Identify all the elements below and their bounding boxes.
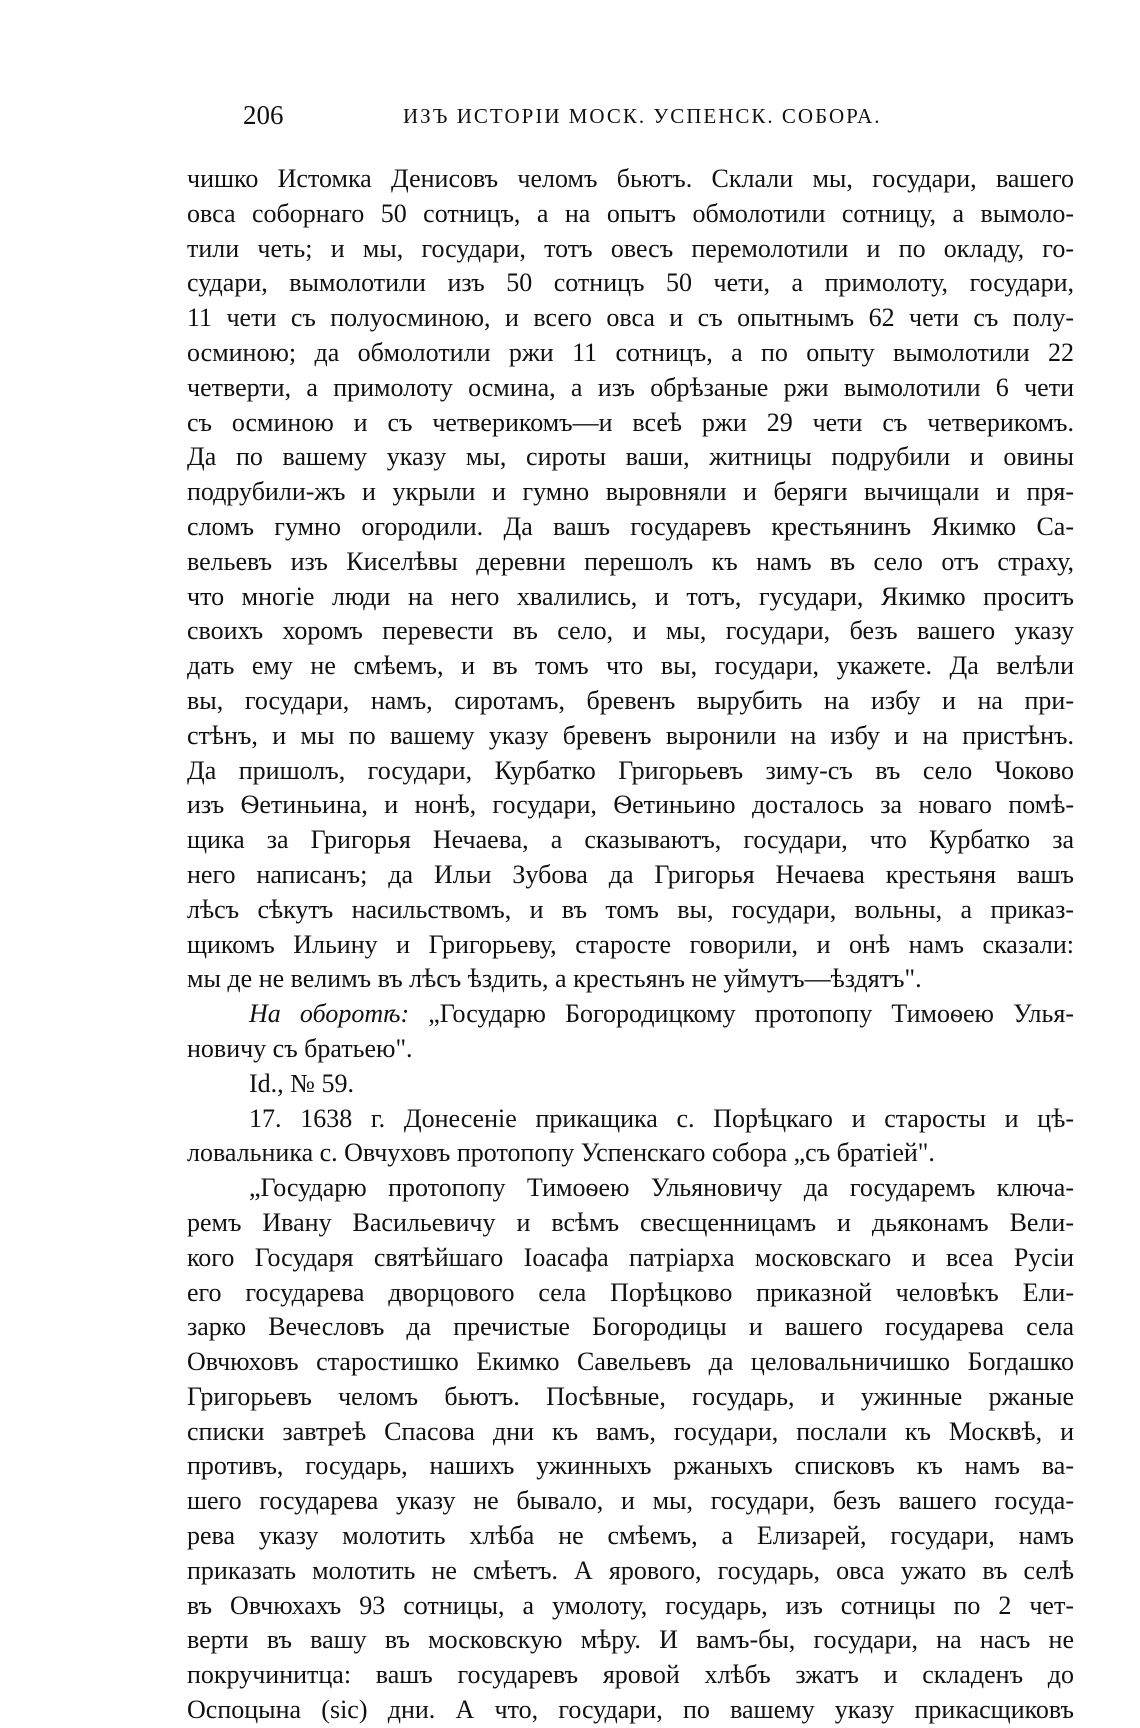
line-text: ловальника с. Овчуховъ протопопу Успенскаго собора „съ братіей".: [187, 1138, 935, 1168]
line-text: Оспоцына (sic) дни. А что, государи, по вашему указу прикасщиковъ: [187, 1695, 1074, 1725]
text-line: [187, 545, 1074, 580]
text-line: [187, 997, 1074, 1032]
text-line: [187, 858, 1074, 893]
text-line: [187, 893, 1074, 928]
line-text: его государева дворцового села Порѣцково приказной человѣкъ Ели-: [187, 1277, 1074, 1307]
text-line: [187, 1449, 1074, 1484]
text-line: [187, 754, 1074, 789]
text-line: [187, 649, 1074, 684]
text-line: [187, 928, 1074, 963]
text-line: [187, 1171, 1074, 1206]
page-header: [243, 100, 903, 140]
line-text: чишко Истомка Денисовъ челомъ бьютъ. Склали мы, государи, вашего: [187, 164, 1074, 193]
line-text: четверти, а примолоту осмина, а изъ обрѣзаные ржи вымолотили 6 чети: [187, 372, 1074, 402]
text-line: [187, 1241, 1074, 1276]
text-line: [187, 336, 1074, 371]
text-line: [187, 1623, 1074, 1658]
italic-label: На оборотѣ:: [249, 999, 410, 1029]
line-text: овса соборнаго 50 сотницъ, а на опытъ обмолотили сотницу, а вымоло-: [187, 198, 1074, 228]
line-text: изъ Ѳетиньина, и нонѣ, государи, Ѳетиньино досталось за новаго помѣ-: [187, 790, 1074, 820]
text-line: [187, 232, 1074, 267]
line-text: щикомъ Ильину и Григорьеву, старосте говорили, и онѣ намъ сказали:: [187, 929, 1074, 959]
text-line: [187, 684, 1074, 719]
line-text: верти въ вашу въ московскую мѣру. И вамъ-бы, государи, на насъ не: [187, 1625, 1074, 1655]
text-line: [187, 406, 1074, 441]
line-text: что многіе люди на него хвалились, и тотъ, гусудари, Якимко проситъ: [187, 581, 1074, 611]
text-line: [187, 614, 1074, 649]
text-line: [187, 475, 1074, 510]
text-line: [187, 1206, 1074, 1241]
line-text: новичу съ братьею".: [187, 1033, 413, 1063]
text-line: [187, 1032, 1074, 1067]
line-text: судари, вымолотили изъ 50 сотницъ 50 чети, а примолоту, государи,: [187, 268, 1074, 298]
text-line: [187, 1136, 1074, 1171]
line-text: мы де не велимъ въ лѣсъ ѣздить, а крестьянъ не уймутъ—ѣздятъ".: [187, 964, 922, 994]
text-line: [187, 1554, 1074, 1589]
line-text: покручинитца: вашъ государевъ яровой хлѣбъ зжатъ и складенъ до: [187, 1660, 1074, 1690]
text-line: [187, 719, 1074, 754]
body-text: [187, 162, 1074, 1728]
line-text: щика за Григорья Нечаева, а сказываютъ, государи, что Курбатко за: [187, 825, 1074, 855]
text-line: [187, 1345, 1074, 1380]
text-line: [187, 962, 1074, 997]
text-line: [187, 1380, 1074, 1415]
text-line: [187, 440, 1074, 475]
text-line: [187, 1658, 1074, 1693]
text-line: [187, 1102, 1074, 1137]
line-text: зарко Вечесловъ да пречистые Богородицы и вашего государева села: [187, 1312, 1074, 1342]
line-text: приказать молотить не смѣетъ. А ярового, государь, овса ужато въ селѣ: [187, 1555, 1074, 1585]
line-text: лѣсъ сѣкутъ насильствомъ, и въ томъ вы, государи, вольны, а приказ-: [187, 894, 1074, 924]
line-text: вельевъ изъ Киселѣвы деревни перешолъ къ намъ въ село отъ страху,: [187, 546, 1074, 576]
running-title: ИЗЪ ИСТОРІИ МОСК. УСПЕНСК. СОБОРА.: [403, 104, 882, 128]
line-text: „Государю протопопу Тимоѳею Ульяновичу да государемъ ключа-: [249, 1173, 1074, 1203]
line-text: подрубили-жъ и укрыли и гумно выровняли и беряги вычищали и пря-: [187, 477, 1074, 507]
line-text: въ Овчюхахъ 93 сотницы, а умолоту, государь, изъ сотницы по 2 чет-: [187, 1590, 1074, 1620]
text-line: [187, 1276, 1074, 1311]
line-text: Григорьевъ челомъ бьютъ. Посѣвные, государь, и ужинные ржаные: [187, 1381, 1074, 1411]
line-text: ремъ Ивану Васильевичу и всѣмъ свесщенницамъ и дьяконамъ Вели-: [187, 1207, 1074, 1237]
text-line: [187, 788, 1074, 823]
line-text: списки завтреѣ Спасова дни къ вамъ, государи, послали къ Москвѣ, и: [187, 1416, 1074, 1446]
text-line: [187, 580, 1074, 615]
text-line: [187, 371, 1074, 406]
text-line: [187, 823, 1074, 858]
text-line: [187, 301, 1074, 336]
line-text: „Государю Богородицкому протопопу Тимоѳею Улья-: [409, 999, 1074, 1029]
line-text: Id., № 59.: [249, 1068, 354, 1098]
line-text: вы, государи, намъ, сиротамъ, бревенъ вырубить на избу и на при-: [187, 685, 1074, 715]
line-text: 11 чети съ полуосминою, и всего овса и съ опытнымъ 62 чети съ полу-: [187, 303, 1074, 333]
text-line: [187, 197, 1074, 232]
text-line: [187, 1519, 1074, 1554]
line-text: Овчюховъ старостишко Екимко Савельевъ да целовальничишко Богдашко: [187, 1347, 1074, 1377]
line-text: шего государева указу не бывало, и мы, государи, безъ вашего госуда-: [187, 1486, 1074, 1516]
text-line: [187, 1484, 1074, 1519]
line-text: кого Государя святѣйшаго Іоасафа патріарха московскаго и всеа Русіи: [187, 1242, 1074, 1272]
line-text: него написанъ; да Ильи Зубова да Григорья Нечаева крестьяня вашъ: [187, 859, 1074, 889]
line-text: стѣнъ, и мы по вашему указу бревенъ выронили на избу и на пристѣнъ.: [187, 720, 1074, 750]
text-line: [187, 1310, 1074, 1345]
text-line: [187, 266, 1074, 301]
line-text: Да пришолъ, государи, Курбатко Григорьевъ зиму-съ въ село Чоково: [187, 755, 1074, 785]
line-text: противъ, государь, нашихъ ужинныхъ ржаныхъ списковъ къ намъ ва-: [187, 1451, 1074, 1481]
line-text: дать ему не смѣемъ, и въ томъ что вы, государи, укажете. Да велѣли: [187, 651, 1074, 681]
line-text: съ осминою и съ четверикомъ—и всеѣ ржи 29 чети съ четверикомъ.: [187, 407, 1074, 437]
text-line: [187, 510, 1074, 545]
line-text: рева указу молотить хлѣба не смѣемъ, а Елизарей, государи, намъ: [187, 1521, 1074, 1551]
text-line: [187, 1415, 1074, 1450]
line-text: Да по вашему указу мы, сироты ваши, житницы подрубили и овины: [187, 442, 1074, 472]
text-line: [187, 1589, 1074, 1624]
line-text: своихъ хоромъ перевести въ село, и мы, государи, безъ вашего указу: [187, 616, 1074, 646]
text-line: [187, 1067, 1074, 1102]
text-line: [187, 162, 1074, 197]
line-text: 17. 1638 г. Донесеніе прикащика с. Порѣцкаго и старосты и цѣ-: [249, 1103, 1074, 1133]
line-text: сломъ гумно огородили. Да вашъ государевъ крестьянинъ Якимко Са-: [187, 511, 1074, 541]
line-text: тили четь; и мы, государи, тотъ овесъ перемолотили и по окладу, го-: [187, 233, 1074, 263]
line-text: осминою; да обмолотили ржи 11 сотницъ, а по опыту вымолотили 22: [187, 337, 1074, 367]
page-number: 206: [243, 100, 284, 130]
text-line: [187, 1693, 1074, 1728]
